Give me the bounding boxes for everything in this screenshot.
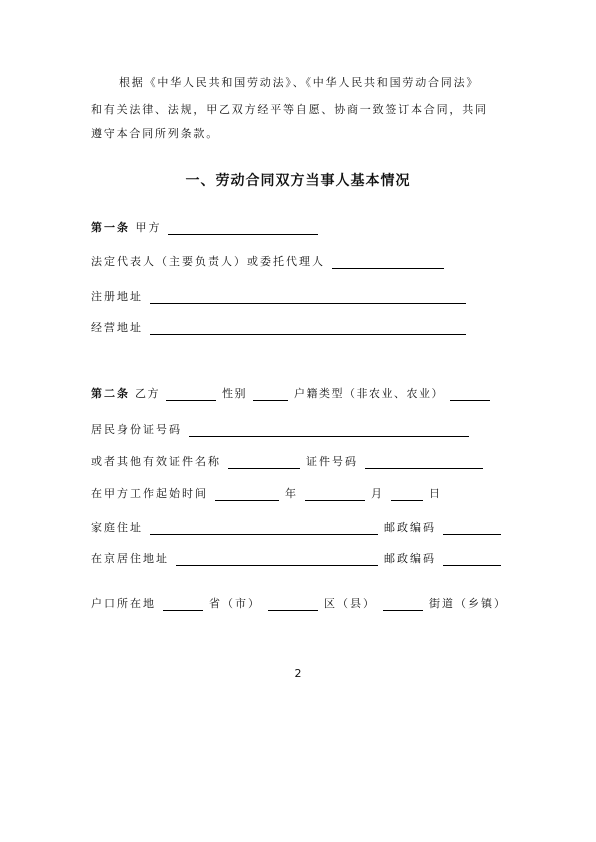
- biz-address-row: [91, 318, 467, 338]
- reg-address-row: [91, 287, 467, 307]
- start-day-blank[interactable]: [391, 487, 423, 501]
- postal-code-blank[interactable]: [443, 521, 501, 535]
- id-number-row: [91, 420, 470, 440]
- legal-rep-label: 法定代表人（主要负责人）或委托代理人: [91, 255, 325, 268]
- year-label: 年: [285, 487, 298, 500]
- id-number-blank[interactable]: [189, 423, 469, 437]
- postal-code2-label: 邮政编码: [384, 552, 436, 565]
- hukou-type-blank[interactable]: [450, 387, 490, 401]
- postal-code2-blank[interactable]: [443, 552, 501, 566]
- intro-line-3: 遵守本合同所列条款。: [91, 127, 219, 140]
- hukou-type-label: 户籍类型（非农业、农业）: [294, 387, 444, 400]
- home-address-blank[interactable]: [150, 521, 378, 535]
- party-a-label: 甲方: [135, 221, 162, 234]
- other-id-label: 或者其他有效证件名称: [91, 455, 221, 468]
- district-label: 区（县）: [324, 597, 376, 610]
- start-work-label: 在甲方工作起始时间: [91, 487, 208, 500]
- legal-rep-row: [91, 252, 445, 272]
- beijing-address-row: [91, 549, 502, 569]
- postal-code-label: 邮政编码: [384, 521, 436, 534]
- district-blank[interactable]: [268, 597, 318, 611]
- party-a-row: [91, 218, 319, 238]
- id-no-label: 证件号码: [306, 455, 358, 468]
- reg-address-blank[interactable]: [150, 290, 466, 304]
- intro-line-1: 根据《中华人民共和国劳动法》、《中华人民共和国劳动合同法》: [119, 76, 480, 89]
- hukou-location-label: 户口所在地: [91, 597, 156, 610]
- party-a-blank[interactable]: [168, 221, 318, 235]
- province-blank[interactable]: [163, 597, 203, 611]
- hukou-location-row: [91, 594, 507, 614]
- start-year-blank[interactable]: [215, 487, 279, 501]
- id-no-blank[interactable]: [365, 455, 483, 469]
- gender-label: 性别: [222, 387, 247, 400]
- article1-heading: 第一条: [91, 221, 130, 234]
- biz-address-blank[interactable]: [150, 321, 466, 335]
- other-id-blank[interactable]: [228, 455, 300, 469]
- party-b-row: [91, 384, 491, 404]
- biz-address-label: 经营地址: [91, 321, 143, 334]
- day-label: 日: [429, 487, 442, 500]
- street-label: 街道（乡镇）: [429, 597, 507, 610]
- article2-heading: 第二条: [91, 387, 130, 400]
- month-label: 月: [371, 487, 384, 500]
- party-b-blank[interactable]: [166, 387, 216, 401]
- party-b-label: 乙方: [135, 387, 160, 400]
- reg-address-label: 注册地址: [91, 290, 143, 303]
- intro-line-2: 和有关法律、法规，甲乙双方经平等自愿、协商一致签订本合同，共同: [91, 103, 488, 116]
- legal-rep-blank[interactable]: [332, 255, 444, 269]
- section-title: 一、劳动合同双方当事人基本情况: [185, 173, 411, 189]
- page-number: 2: [294, 667, 302, 680]
- street-blank[interactable]: [383, 597, 423, 611]
- gender-blank[interactable]: [253, 387, 288, 401]
- start-month-blank[interactable]: [305, 487, 365, 501]
- home-address-row: [91, 518, 502, 538]
- start-work-row: [91, 484, 442, 504]
- home-address-label: 家庭住址: [91, 521, 143, 534]
- id-number-label: 居民身份证号码: [91, 423, 182, 436]
- beijing-address-blank[interactable]: [176, 552, 378, 566]
- beijing-address-label: 在京居住地址: [91, 552, 169, 565]
- province-label: 省（市）: [209, 597, 261, 610]
- other-id-row: [91, 452, 484, 472]
